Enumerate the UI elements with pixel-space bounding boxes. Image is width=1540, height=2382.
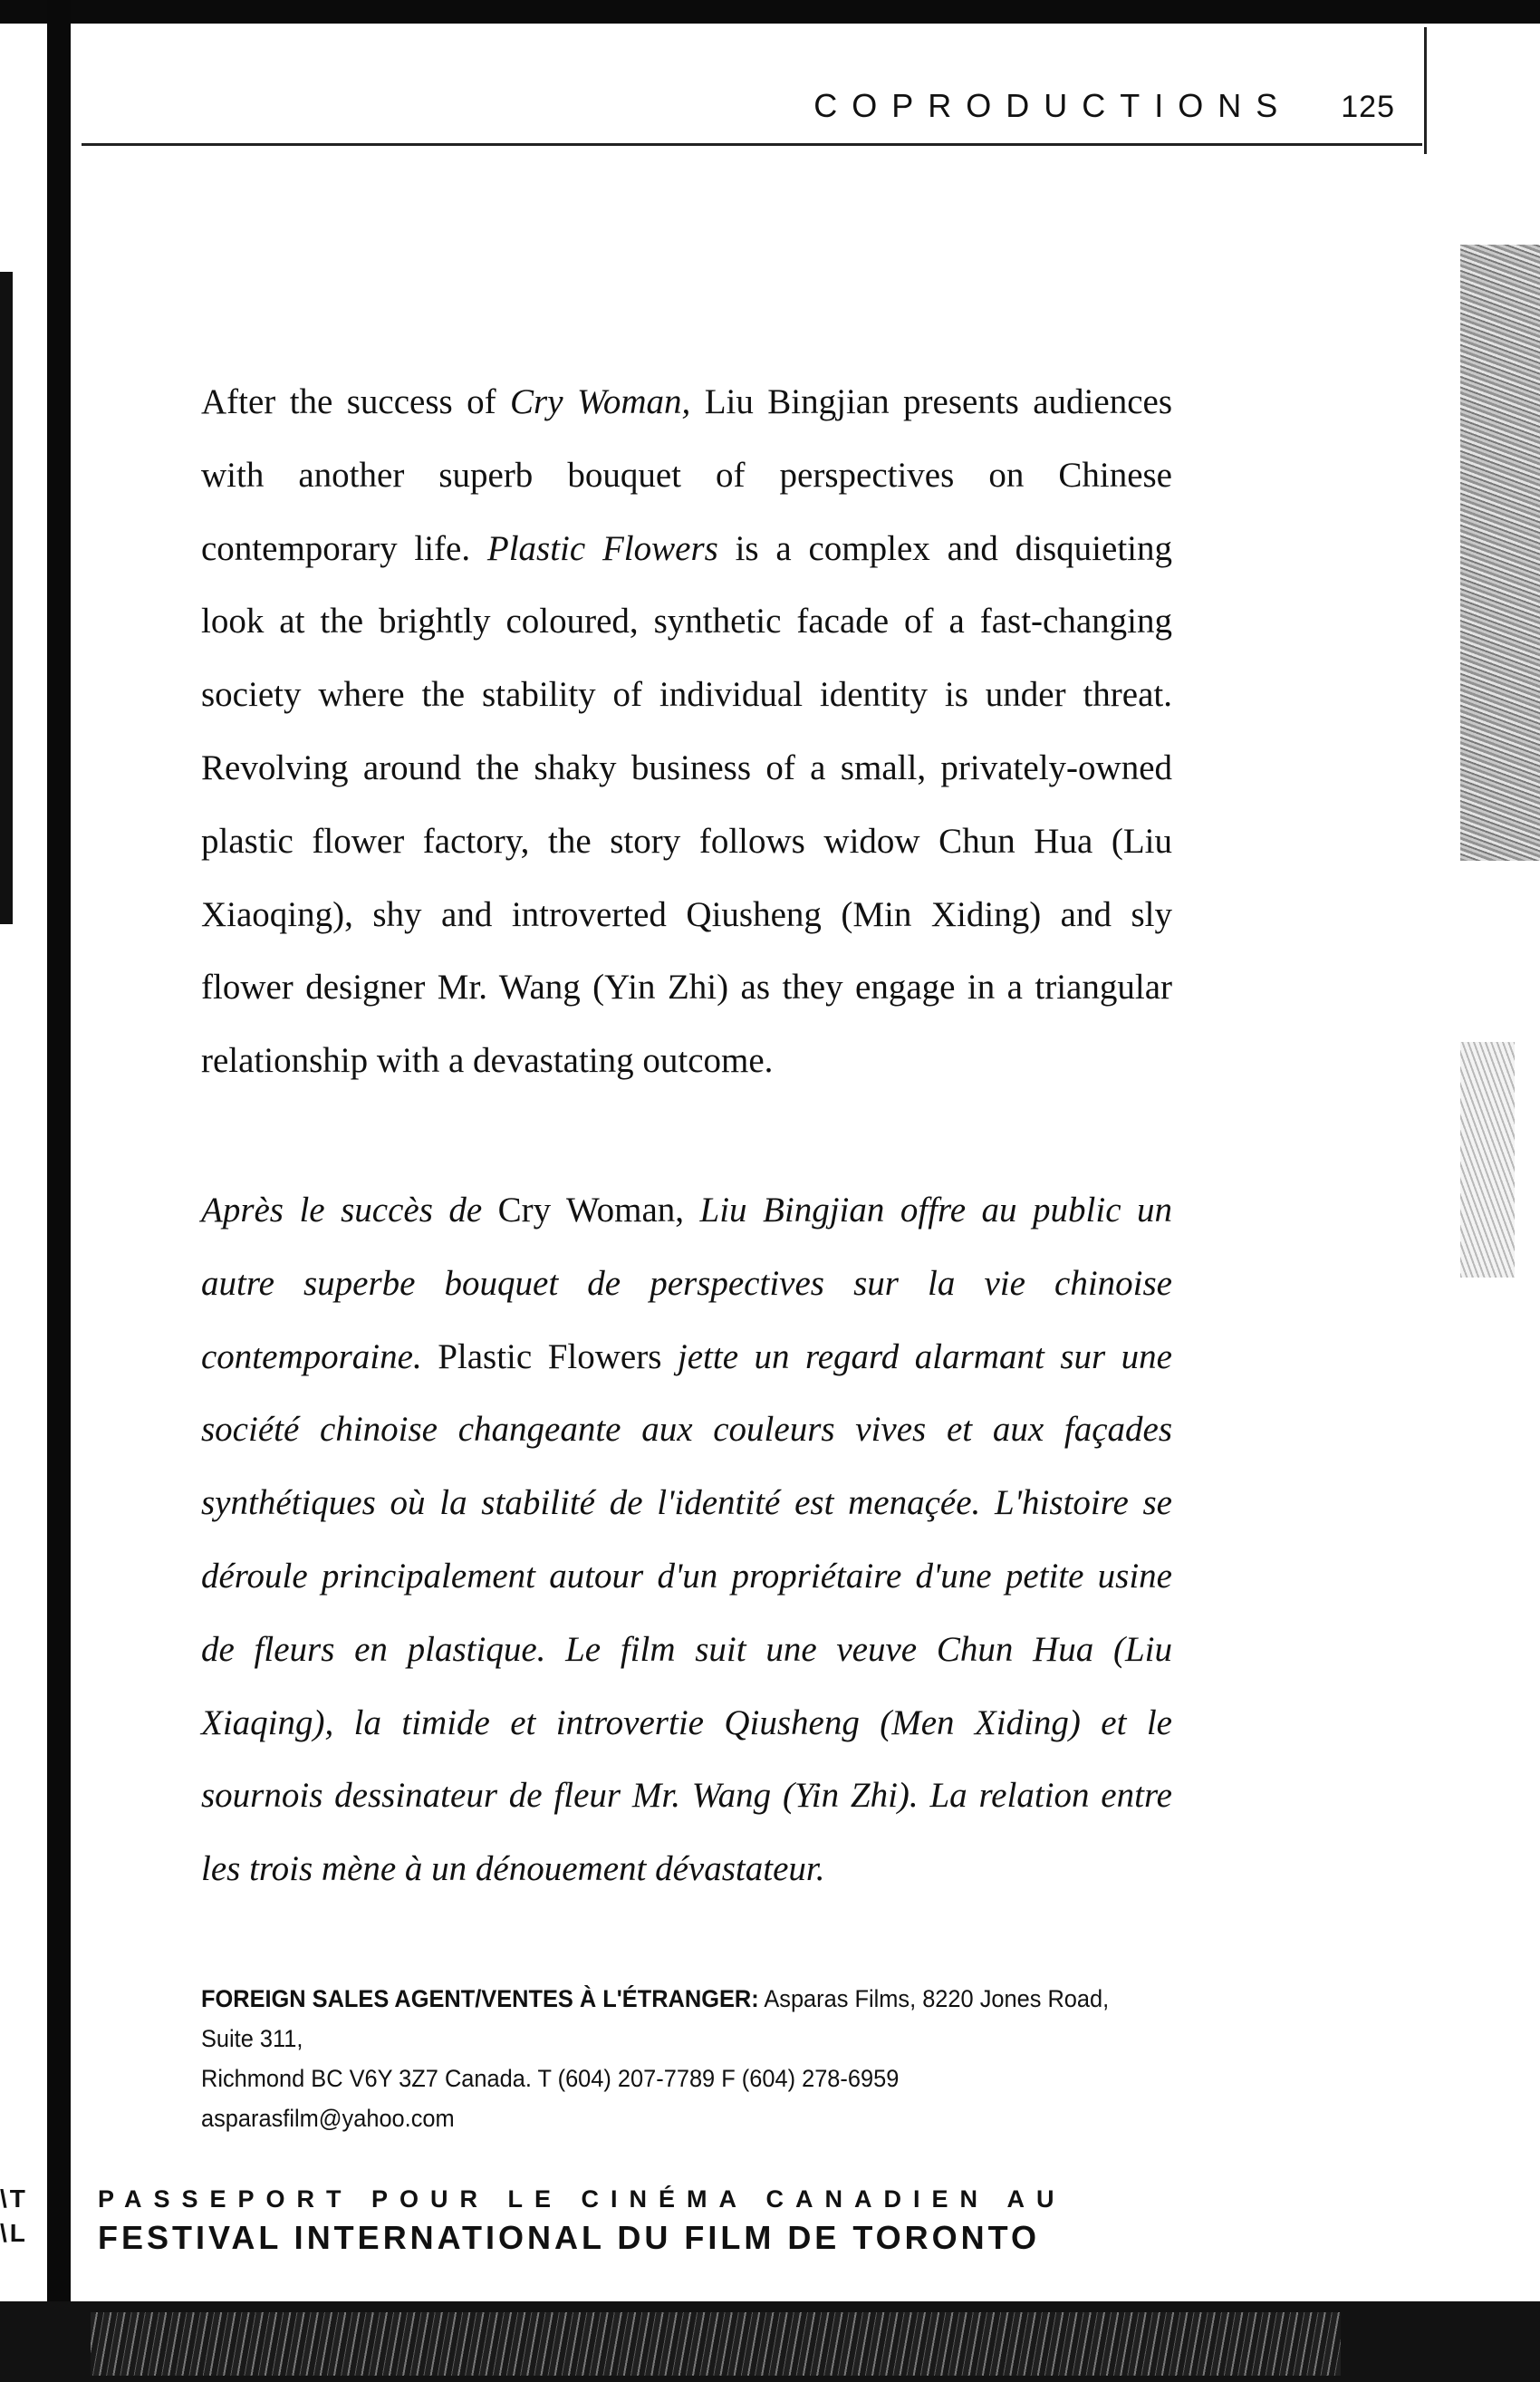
page-footer	[98, 2182, 1066, 2260]
synopsis-french-text: Liu Bingjian offre au public un autre superbe bouquet de perspectives sur la vie chinoise contemporaine.	[201, 1191, 1172, 1376]
page-number: 125	[1341, 90, 1395, 124]
sales-agent-label: FOREIGN SALES AGENT/VENTES À L'ÉTRANGER:	[201, 1985, 759, 2012]
scan-spine-shadow	[47, 0, 71, 2382]
scan-right-rule	[1424, 27, 1427, 154]
section-title: COPRODUCTIONS	[813, 87, 1293, 124]
header-rule	[82, 143, 1422, 146]
synopsis-french-text: Après le succès de	[201, 1191, 498, 1230]
film-title-cry-woman: Cry Woman,	[510, 382, 691, 421]
synopsis-english-text: Liu Bingjian presents audiences with another superb bouquet of perspectives on Chinese contemporary life.	[201, 382, 1172, 568]
sales-agent-address: Asparas Films, 8220 Jones Road, Suite 311,	[201, 1985, 1110, 2052]
footer-line-2: FESTIVAL INTERNATIONAL DU FILM DE TORONTO	[98, 2219, 1041, 2256]
adjacent-page-fragment-line1: \T	[0, 2184, 28, 2213]
running-header	[707, 87, 1395, 125]
synopsis-english-text: After the success of	[201, 382, 511, 421]
sales-agent-info	[201, 1979, 1155, 2138]
scan-left-strip	[0, 272, 13, 924]
scan-right-noise	[1460, 245, 1540, 861]
scan-bottom-noise	[91, 2312, 1341, 2376]
sales-agent-contact: Richmond BC V6Y 3Z7 Canada. T (604) 207-7789 F (604) 278-6959 asparasfilm@yahoo.com	[201, 2065, 900, 2132]
synopsis-english	[201, 366, 1172, 1098]
scan-top-edge	[0, 0, 1540, 24]
adjacent-page-fragment	[0, 2182, 36, 2251]
synopsis-french-text: jette un regard alarmant sur une société chinoise changeante aux couleurs vives et aux façades synthétiques où la stabilité de l'identité est menaçée. L'histoire se déroule principalement autour d'un propriétaire d'une petite usine de fleurs en plastique. Le film suit une veuve Chun Hua (Liu Xiaqing), la timide et introvertie Qiusheng (Men Xiding) et le sournois dessinateur de fleur Mr. Wang (Yin Zhi). La relation entre les trois mène à un dénouement dévastateur.	[201, 1336, 1172, 1889]
film-title-plastic-flowers: Plastic Flowers	[438, 1336, 662, 1376]
synopsis-french	[201, 1174, 1172, 1906]
synopsis-english-text: is a complex and disquieting look at the brightly coloured, synthetic facade of a fast-changing society where the stability of individual identity is under threat. Revolving around the shaky business of a small, privately-owned plastic flower factory, the story follows widow Chun Hua (Liu Xiaoqing), shy and introverted Qiusheng (Min Xiding) and sly flower designer Mr. Wang (Yin Zhi) as they engage in a triangular relationship with a devastating outcome.	[201, 528, 1172, 1081]
footer-line-1: PASSEPORT POUR LE CINÉMA CANADIEN AU	[98, 2185, 1066, 2213]
film-title-cry-woman: Cry Woman,	[497, 1191, 685, 1230]
scan-right-noise-lower	[1460, 1042, 1515, 1278]
adjacent-page-fragment-line2: \L	[0, 2219, 28, 2247]
film-title-plastic-flowers: Plastic Flowers	[486, 528, 718, 568]
